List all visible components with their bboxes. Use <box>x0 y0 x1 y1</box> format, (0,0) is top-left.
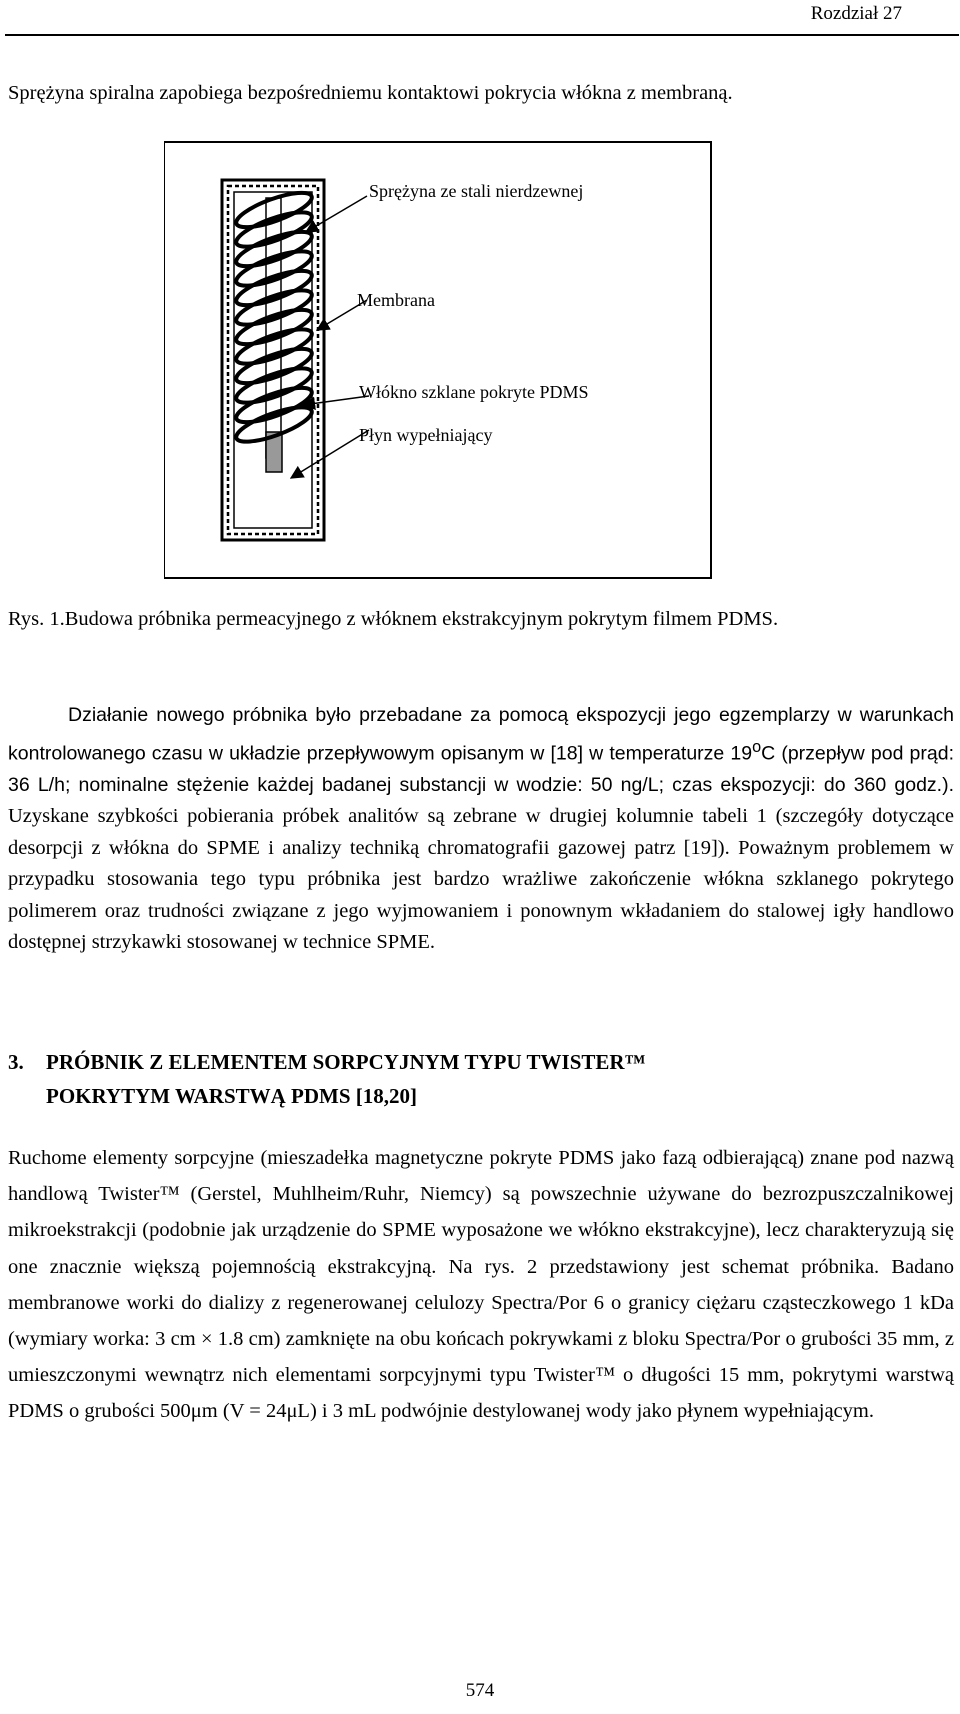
paragraph-1 <box>8 700 954 959</box>
page-header <box>0 0 960 36</box>
paragraph-1-part2: C (przepływ pod prąd: 36 L/h; nominalne stężenie każdej badanej substancji w wodzie: 50 ng/L; czas ekspozycji: do 360 godz.). <box>8 742 954 796</box>
label-membrane: Membrana <box>357 290 435 310</box>
sampler-figure <box>164 140 714 580</box>
section-title-line2: POKRYTYM WARSTWĄ PDMS [18,20] <box>46 1084 418 1108</box>
label-fluid: Płyn wypełniający <box>359 425 493 445</box>
header-rule <box>5 34 959 36</box>
paragraph-1-part1: Działanie nowego próbnika było przebadane za pomocą ekspozycji jego egzemplarzy w warunkach kontrolowanego czasu w układzie przepływowym opisanym w [18] w temperaturze 19 <box>8 704 954 764</box>
section-heading <box>8 1045 646 1113</box>
intro-paragraph: Sprężyna spiralna zapobiega bezpośredniemu kontaktowi pokrycia włókna z membraną. <box>8 82 733 104</box>
figure-caption: Rys. 1.Budowa próbnika permeacyjnego z włóknem ekstrakcyjnym pokrytym filmem PDMS. <box>8 608 779 630</box>
paragraph-2: Ruchome elementy sorpcyjne (mieszadełka magnetyczne pokryte PDMS jako fazą odbierającą) znane pod nazwą handlową Twister™ (Gerstel, Muhlheim/Ruhr, Niemcy) są powszechnie używane do bezrozpuszczalnikowej mikroekstrakcji (podobnie jak urządzenie do SPME wyposażone we włókno ekstrakcyjne), lecz charakteryzują się one znacznie większą pojemnością ekstrakcyjną. Na rys. 2 przedstawiony jest schemat próbnika. Badano membranowe worki do dializy z regenerowanej celulozy Spectra/Por 6 o granicy ciężaru cząsteczkowego 1 kDa (wymiary worka: 3 cm × 1.8 cm) zamknięte na obu końcach pokrywkami z bloku Spectra/Por o grubości 35 mm, z umieszczonymi wewnątrz nich elementami sorpcyjnymi typu Twister™ o długości 15 mm, pokrytymi warstwą PDMS o grubości 500μm (V = 24μL) i 3 mL podwójnie destylowanej wody jako płynem wypełniającym. <box>8 1147 954 1423</box>
label-fiber: Włókno szklane pokryte PDMS <box>359 382 589 402</box>
page-number: 574 <box>465 1680 495 1701</box>
sampler-diagram <box>164 140 714 580</box>
label-spring: Sprężyna ze stali nierdzewnej <box>369 181 584 201</box>
paragraph-1-part3: Uzyskane szybkości pobierania próbek analitów są zebrane w drugiej kolumnie tabeli 1 (szczegóły dotyczące desorpcji z włókna do SPME i analizy techniką chromatografii gazowej patrz [19]). Poważnym problemem w przypadku stosowania tego typu próbnika jest bardzo wrażliwe zakończenie włókna szklanego pokrytego polimerem oraz trudności związane z jego wyjmowaniem i ponownym wkładaniem do stalowej igły handlowo dostępnej strzykawki stosowanej w technice SPME. <box>8 805 954 953</box>
section-title-line1: PRÓBNIK Z ELEMENTEM SORPCYJNYM TYPU TWISTER™ <box>46 1050 646 1074</box>
section-number: 3. <box>8 1050 24 1074</box>
chapter-label: Rozdział 27 <box>810 3 902 24</box>
degree-superscript: o <box>752 737 762 756</box>
